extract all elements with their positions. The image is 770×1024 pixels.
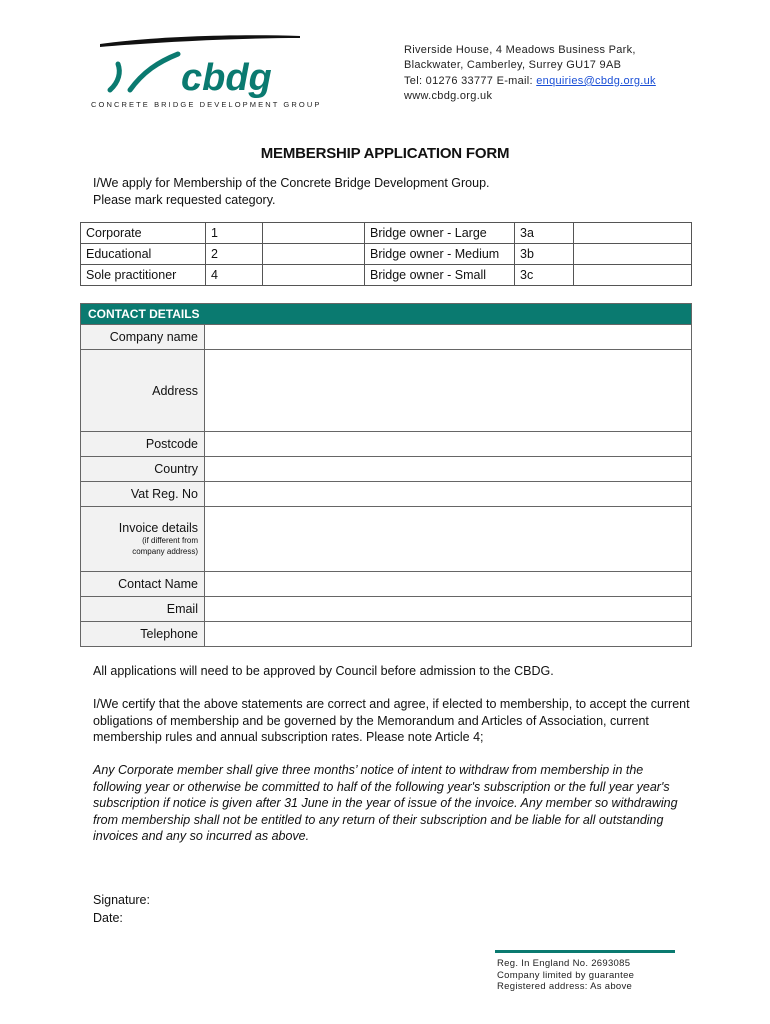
- footer-block: [497, 958, 634, 993]
- company-name-label: Company name: [81, 325, 205, 350]
- address-field[interactable]: [205, 350, 692, 432]
- vat-label: Vat Reg. No: [81, 482, 205, 507]
- category-name: Sole practitioner: [81, 265, 206, 286]
- logo-subtitle: CONCRETE BRIDGE DEVELOPMENT GROUP: [91, 100, 322, 109]
- category-checkbox[interactable]: [263, 223, 365, 244]
- category-code: 3a: [515, 223, 574, 244]
- signature-label: Signature:: [93, 893, 150, 907]
- category-table: [80, 222, 692, 286]
- country-label: Country: [81, 457, 205, 482]
- address-label: Address: [81, 350, 205, 432]
- category-row: [81, 244, 692, 265]
- postcode-field[interactable]: [205, 432, 692, 457]
- category-code: 2: [206, 244, 263, 265]
- email-link[interactable]: enquiries@cbdg.org.uk: [536, 74, 656, 87]
- contact-details-table: [80, 303, 692, 647]
- email-field[interactable]: [205, 597, 692, 622]
- date-label: Date:: [93, 910, 123, 925]
- intro-line-2: Please mark requested category.: [93, 192, 276, 207]
- invoice-note-1: (if different from: [142, 536, 198, 545]
- category-code: 1: [206, 223, 263, 244]
- category-checkbox[interactable]: [263, 265, 365, 286]
- approval-text: All applications will need to be approved by Council before admission to the CBDG.: [93, 664, 554, 678]
- category-code: 3b: [515, 244, 574, 265]
- contact-details-header: CONTACT DETAILS: [81, 304, 692, 325]
- country-field[interactable]: [205, 457, 692, 482]
- category-code: 4: [206, 265, 263, 286]
- address-line-1: Riverside House, 4 Meadows Business Park,: [404, 44, 636, 56]
- signature-block: [93, 892, 150, 927]
- category-row: [81, 223, 692, 244]
- logo-wordmark: cbdg: [181, 57, 272, 99]
- category-code: 3c: [515, 265, 574, 286]
- form-title: MEMBERSHIP APPLICATION FORM: [260, 145, 510, 162]
- email-label: Email: [81, 597, 205, 622]
- footer-divider: [495, 950, 675, 953]
- contact-name-label: Contact Name: [81, 572, 205, 597]
- category-row: [81, 265, 692, 286]
- category-checkbox[interactable]: [574, 265, 692, 286]
- postcode-label: Postcode: [81, 432, 205, 457]
- category-name: Bridge owner - Medium: [365, 244, 515, 265]
- contact-name-field[interactable]: [205, 572, 692, 597]
- category-name: Bridge owner - Large: [365, 223, 515, 244]
- address-block: [404, 43, 656, 105]
- footer-registered: Registered address: As above: [497, 981, 633, 992]
- vat-field[interactable]: [205, 482, 692, 507]
- certify-text: I/We certify that the above statements are correct and agree, if elected to membership, to accept the current obligations of membership and be governed by the Memorandum and Articles of Association, current membership rules and annual subscription rates. Please note Article 4;: [93, 697, 690, 744]
- invoice-details-title: Invoice details: [118, 521, 198, 535]
- intro-text: [93, 175, 490, 208]
- company-name-field[interactable]: [205, 325, 692, 350]
- article-4-text: Any Corporate member shall give three months’ notice of intent to withdraw from membership in the following year or otherwise be committed to half of the following year's subscription or the full year year's subscription if notice is given after 31 June in the year of issue of the invoice. Any member so withdrawing from membership shall not be entitled to any return of their subscription and be liable for all outstanding invoices and any so incurred as above.: [93, 763, 678, 843]
- category-checkbox[interactable]: [574, 244, 692, 265]
- invoice-details-field[interactable]: [205, 507, 692, 572]
- footer-reg: Reg. In England No. 2693085: [497, 958, 631, 969]
- intro-line-1: I/We apply for Membership of the Concrete Bridge Development Group.: [93, 176, 490, 190]
- footer-company: Company limited by guarantee: [497, 969, 635, 981]
- tel-text: Tel: 01276 33777 E-mail:: [404, 74, 537, 87]
- category-name: Educational: [81, 244, 206, 265]
- address-contact-line: [404, 74, 656, 89]
- category-name: Bridge owner - Small: [365, 265, 515, 286]
- category-checkbox[interactable]: [574, 223, 692, 244]
- telephone-field[interactable]: [205, 622, 692, 647]
- category-checkbox[interactable]: [263, 244, 365, 265]
- telephone-label: Telephone: [81, 622, 205, 647]
- address-line-2: Blackwater, Camberley, Surrey GU17 9AB: [404, 59, 622, 72]
- website-text: www.cbdg.org.uk: [404, 90, 493, 103]
- invoice-details-label: [81, 507, 205, 572]
- category-name: Corporate: [81, 223, 206, 244]
- invoice-note-2: company address): [132, 547, 198, 556]
